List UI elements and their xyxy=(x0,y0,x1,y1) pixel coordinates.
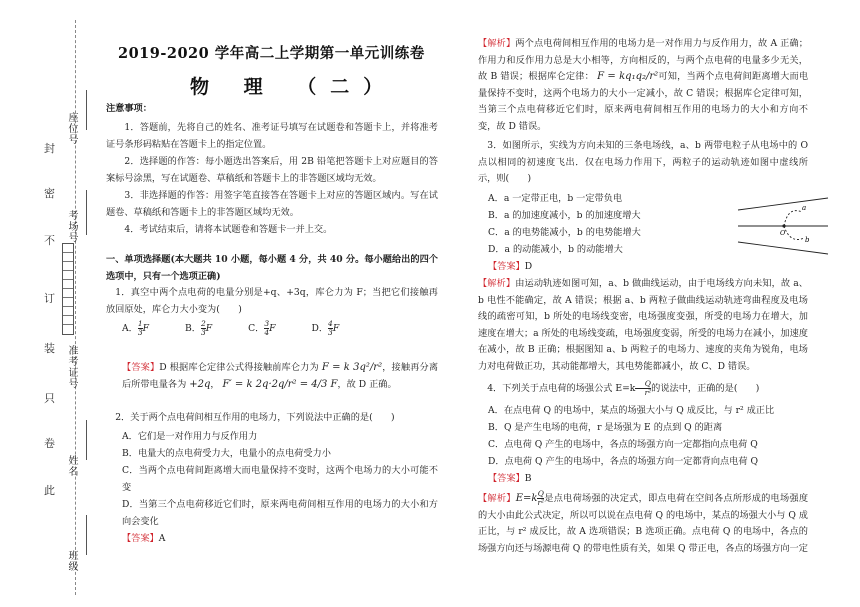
field-line xyxy=(738,198,828,210)
exam-title: 2019-2020 学年高二上学期第一单元训练卷 xyxy=(118,45,425,62)
q1-stem: 1．真空中两个点电荷的电量分别是+q、+3q，库仑力为 F；当把它们接触再放回原处，库仑力大小变为( ) xyxy=(106,287,438,315)
exam-room-label: 考场号 xyxy=(66,210,77,243)
q3-option-d[interactable]: D．a 的动能减小，b 的动能增大 xyxy=(488,244,623,255)
q2-option-d[interactable]: D．当第三个点电荷移近它们时，原来两电荷间相互作用的电场力的大小和方向会变化 xyxy=(122,499,438,527)
q1-options xyxy=(122,320,422,338)
answer-tag: 【答案】 xyxy=(122,362,160,373)
seal-char: 装 xyxy=(44,342,55,355)
q1-option-a[interactable]: A． $\frac{1}{3}$ F xyxy=(122,319,149,337)
q4-stem: 4．下列关于点电荷的场强公式 E=k $\frac{Q}{\text{r²}}$ 的说法中，正确的是( ) xyxy=(487,379,760,397)
binding-margin xyxy=(0,0,100,607)
q1-option-b[interactable]: B． $\frac{2}{3}$ F xyxy=(184,319,213,337)
q1-formula: +2q xyxy=(189,378,211,390)
q4-answer: 【答案】B xyxy=(488,473,532,484)
answer-tag: 【答案】 xyxy=(122,533,159,544)
q4-option-a[interactable]: A．在点电荷 Q 的电场中，某点的场强大小与 Q 成反比，与 r² 成正比 xyxy=(488,405,775,416)
q1-option-d[interactable]: D． $\frac{4}{3}$ F xyxy=(311,319,340,337)
name-line[interactable] xyxy=(86,420,87,460)
label-a: a xyxy=(802,204,807,212)
q1-answer: 【答案】D 根据库仑定律公式得接触前库仑力为 F = k 3q²/r²，接触再分离后所带电量各为 +2q， F′ = k 2q·2q/r² = 4/3 F，故 D 正确。 xyxy=(122,362,439,390)
q2-stem: 2．关于两个点电荷间相互作用的电场力，下列说法中正确的是( ) xyxy=(115,412,395,423)
cut-line xyxy=(75,20,76,595)
seal-char: 只 xyxy=(44,392,55,405)
class-line[interactable] xyxy=(86,515,87,555)
seal-char: 订 xyxy=(44,292,55,305)
q2-option-b[interactable]: B．电量大的点电荷受力大，电量小的点电荷受力小 xyxy=(122,448,331,459)
q4-option-d[interactable]: D．点电荷 Q 产生的电场中，各点的场强方向一定都背向点电荷 Q xyxy=(488,456,759,467)
q3-option-c[interactable]: C．a 的电势能减小，b 的电势能增大 xyxy=(488,227,641,238)
q3-option-b[interactable]: B．a 的加速度减小，b 的加速度增大 xyxy=(488,210,641,221)
q3-stem: 3．如图所示，实线为方向未知的三条电场线，a、b 两带电粒子从电场中的 O 点以相同的初速度飞出．仅在电场力作用下，两粒子的运动轨迹如图中虚线所示，则( ) xyxy=(478,140,808,185)
seat-number-line[interactable] xyxy=(86,90,87,130)
q1-formula: F = k 3q²/r² xyxy=(321,362,383,373)
notice-item: 3．非选择题的作答：用签字笔直接答在答题卡上对应的答题区域内。写在试题卷、草稿纸和答题卡上的非答题区域均无效。 xyxy=(106,190,438,218)
analysis-tag: 【解析】 xyxy=(478,38,516,49)
q4-option-b[interactable]: B．Q 是产生电场的电荷，r 是场强为 E 的点到 Q 的距离 xyxy=(488,422,723,433)
seal-char: 封 xyxy=(44,142,55,155)
subject-title: 物 理 （二） xyxy=(190,76,397,98)
seal-char: 此 xyxy=(44,484,55,497)
point-o xyxy=(782,224,785,227)
section-heading: 一、单项选择题(本大题共 10 小题，每小题 4 分，共 40 分。每小题给出的四个选项中，只有一个选项正确) xyxy=(106,254,438,282)
answer-tag: 【答案】 xyxy=(488,261,525,272)
trajectory-a xyxy=(784,211,802,226)
q2-answer: 【答案】A xyxy=(122,533,166,544)
analysis-tag: 【解析】 xyxy=(478,278,516,289)
analysis-tag: 【解析】 xyxy=(478,493,516,504)
q2-option-c[interactable]: C．当两个点电荷间距离增大而电量保持不变时，这两个电场力的大小可能不变 xyxy=(122,465,438,493)
answer-tag: 【答案】 xyxy=(488,473,525,484)
name-label: 姓名 xyxy=(66,455,77,477)
notice-item: 1．答题前，先将自己的姓名、准考证号填写在试题卷和答题卡上，并将准考证号条形码粘贴在答题卡上的指定位置。 xyxy=(106,122,438,150)
field-line xyxy=(738,242,828,254)
q3-option-a[interactable]: A．a 一定带正电，b 一定带负电 xyxy=(488,193,623,204)
q2-option-a[interactable]: A．它们是一对作用力与反作用力 xyxy=(122,431,258,442)
label-b: b xyxy=(805,236,810,244)
admission-id-box[interactable] xyxy=(62,243,74,335)
q3-answer: 【答案】D xyxy=(488,261,533,272)
seal-char: 密 xyxy=(44,187,55,200)
seal-char: 卷 xyxy=(44,437,55,450)
admission-id-label: 准考证号 xyxy=(66,345,77,389)
notice-item: 2．选择题的作答：每小题选出答案后，用 2B 铅笔把答题卡上对应题目的答案标号涂黑，写在试题卷、草稿纸和答题卡上的非答题区域均无效。 xyxy=(106,156,438,184)
notice-item: 4．考试结束后，请将本试题卷和答题卡一并上交。 xyxy=(124,224,333,235)
q2-analysis: 【解析】两个点电荷间相互作用的电场力是一对作用力与反作用力，故 A 正确；作用力和反作用力总是大小相等，方向相反的，与两个点电荷的电量多少无关，故 B 错误；根据库仑定律： F = kq₁q₂/r²可知，当两个点电荷间距离增大而电量保持不变时，这两个电场力的大小一定减小，故 C 错误；根据库仑定律可知，当第三个点电荷移近它们时，原来两电荷间相互作用的电场力的大小和方向不变，故 D 错误。 xyxy=(478,38,809,132)
q3-field-line-diagram xyxy=(736,196,830,258)
class-label: 班级 xyxy=(66,550,77,572)
exam-room-line[interactable] xyxy=(86,190,87,235)
q1-formula: F′ = k 2q·2q/r² = 4/3 F xyxy=(222,378,338,390)
trajectory-b xyxy=(784,226,804,240)
q4-option-c[interactable]: C．点电荷 Q 产生的电场中，各点的场强方向一定都指向点电荷 Q xyxy=(488,439,758,450)
label-o: O xyxy=(780,229,786,237)
seal-char: 不 xyxy=(44,234,55,247)
q4-analysis: 【解析】E=k $\frac{Q}{\text{r²}}$ 是点电荷场强的决定式，即点电荷在空间各点所形成的电场强度的大小由此公式决定，所以可以说在点电荷 Q 的电场中，某点的场强大小与 Q 成正比，与 r² 成反比，故 A 选项错误；B 选项正确。点电荷 Q 的电场中，各点的场强方向还与场源电荷 Q 的带电性质有关，如果 Q 带正电，各点的场强方向一定 xyxy=(478,489,809,554)
notice-heading: 注意事项： xyxy=(106,103,152,114)
seat-number-label: 座位号 xyxy=(66,112,77,145)
q3-analysis: 【解析】由运动轨迹如图可知，a、b 做曲线运动，由于电场线方向未知，故 a、b 电性不能确定，故 A 错误；根据 a、b 两粒子做曲线运动轨迹弯曲程度及电场线的疏密可知，b 所处的电场线变密，电场强度变强，所受的电场力在增大，加速度在增大；a 所处的电场线变疏，电场强度变弱，所受的电场力在减小，加速度在减小，故 B 正确；根据图知 a、b 两粒子的电场力、速度的夹角为锐角，电场力对电荷做正功，其动能都增大，其电势能都减小，故 C、D 错误。 xyxy=(478,278,808,372)
q2-formula: F = kq₁q₂/r² xyxy=(597,71,659,83)
q1-option-c[interactable]: C． $\frac{3}{4}$ F xyxy=(248,319,276,337)
